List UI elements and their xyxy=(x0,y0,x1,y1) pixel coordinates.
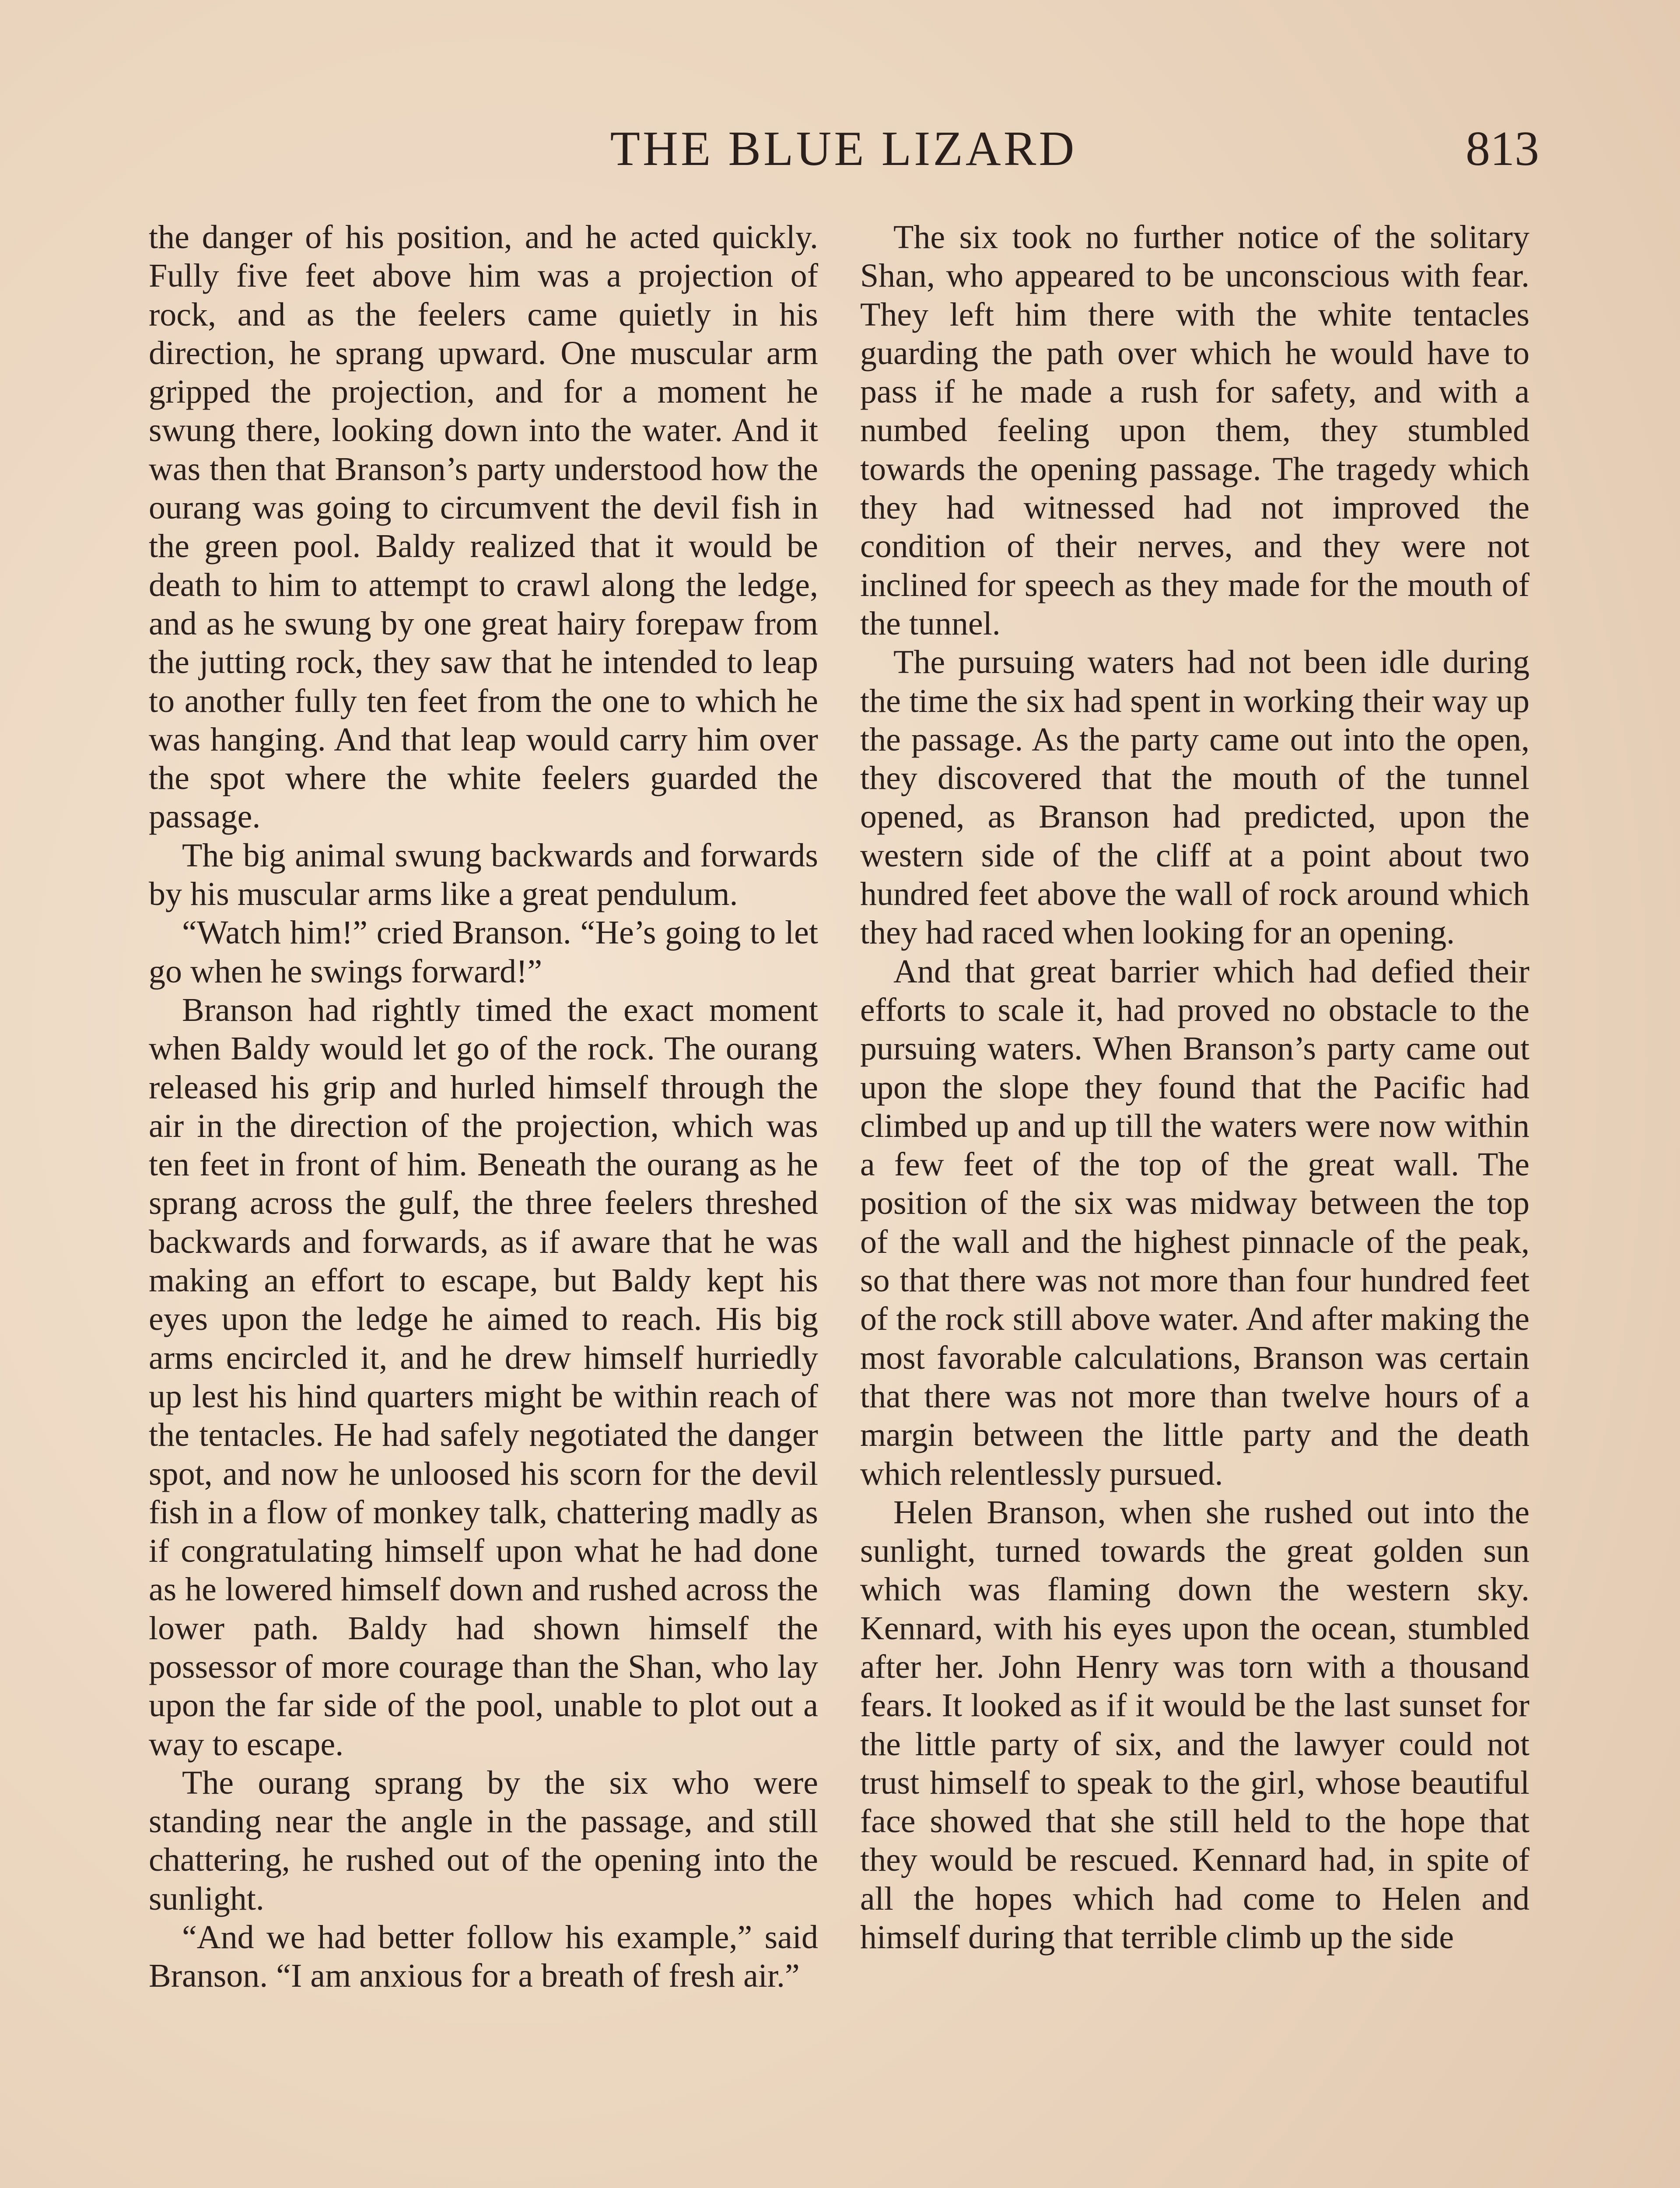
page-number: 813 xyxy=(1466,122,1539,176)
running-head xyxy=(148,118,1539,179)
paragraph: The big animal swung backwards and forwards by his muscular arms like a great pendulum. xyxy=(149,837,818,913)
paragraph: Helen Branson, when she rushed out into the sunlight, turned towards the great golden sun which was flaming down the western sky. Kennard, with his eyes upon the ocean, stumbled after her. John Henry was torn with a thousand fears. It looked as if it would be the last sunset for the little party of six, and the lawyer could not trust himself to speak to the girl, whose beautiful face showed that she still held to the hope that they would be rescued. Kennard had, in spite of all the hopes which had come to Helen and himself during that terrible climb up the side xyxy=(860,1494,1530,1956)
paragraph: The ourang sprang by the six who were standing near the angle in the passage, and still chattering, he rushed out of the opening into the sunlight. xyxy=(149,1764,818,1917)
running-title: THE BLUE LIZARD xyxy=(610,122,1077,176)
left-column xyxy=(149,218,818,1995)
paragraph: “And we had better follow his example,” said Branson. “I am anxious for a breath of fresh air.” xyxy=(149,1919,818,1995)
paragraph: The pursuing waters had not been idle during the time the six had spent in working their way up the passage. As the party came out into the open, they discovered that the mouth of the tunnel opened, as Branson had predicted, upon the western side of the cliff at a point about two hundred feet above the wall of rock around which they had raced when looking for an opening. xyxy=(860,644,1530,951)
paragraph: “Watch him!” cried Branson. “He’s going to let go when he swings forward!” xyxy=(149,914,818,990)
paragraph: the danger of his position, and he acted quickly. Fully five feet above him was a projection of rock, and as the feelers came quietly in his direction, he sprang upward. One muscular arm gripped the projection, and for a moment he swung there, looking down into the water. And it was then that Branson’s party understood how the ourang was going to circumvent the devil fish in the green pool. Baldy realized that it would be death to him to attempt to crawl along the ledge, and as he swung by one great hairy forepaw from the jutting rock, they saw that he intended to leap to another fully ten feet from the one to which he was hanging. And that leap would carry him over the spot where the white feelers guarded the passage. xyxy=(149,219,818,835)
right-column xyxy=(860,218,1530,1957)
paragraph: Branson had rightly timed the exact moment when Baldy would let go of the rock. The ourang released his grip and hurled himself through the air in the direction of the projection, which was ten feet in front of him. Beneath the ourang as he sprang across the gulf, the three feelers threshed backwards and forwards, as if aware that he was making an effort to escape, but Baldy kept his eyes upon the ledge he aimed to reach. His big arms encircled it, and he drew himself hurriedly up lest his hind quarters might be within reach of the tentacles. He had safely negotiated the danger spot, and now he unloosed his scorn for the devil fish in a flow of monkey talk, chattering madly as if congratulating himself upon what he had done as he lowered himself down and rushed across the lower path. Baldy had shown himself the possessor of more courage than the Shan, who lay upon the far side of the pool, unable to plot out a way to escape. xyxy=(149,991,818,1763)
paragraph: The six took no further notice of the solitary Shan, who appeared to be unconscious with fear. They left him there with the white tentacles guarding the path over which he would have to pass if he made a rush for safety, and with a numbed feeling upon them, they stumbled towards the opening passage. The tragedy which they had witnessed had not improved the condition of their nerves, and they were not inclined for speech as they made for the mouth of the tunnel. xyxy=(860,219,1530,642)
paragraph: And that great barrier which had defied their efforts to scale it, had proved no obstacle to the pursuing waters. When Branson’s party came out upon the slope they found that the Pacific had climbed up and up till the waters were now within a few feet of the top of the great wall. The position of the six was midway between the top of the wall and the highest pinnacle of the peak, so that there was not more than four hundred feet of the rock still above water. And after making the most favorable calculations, Branson was certain that there was not more than twelve hours of a margin between the little party and the death which relentlessly pursued. xyxy=(860,953,1530,1492)
